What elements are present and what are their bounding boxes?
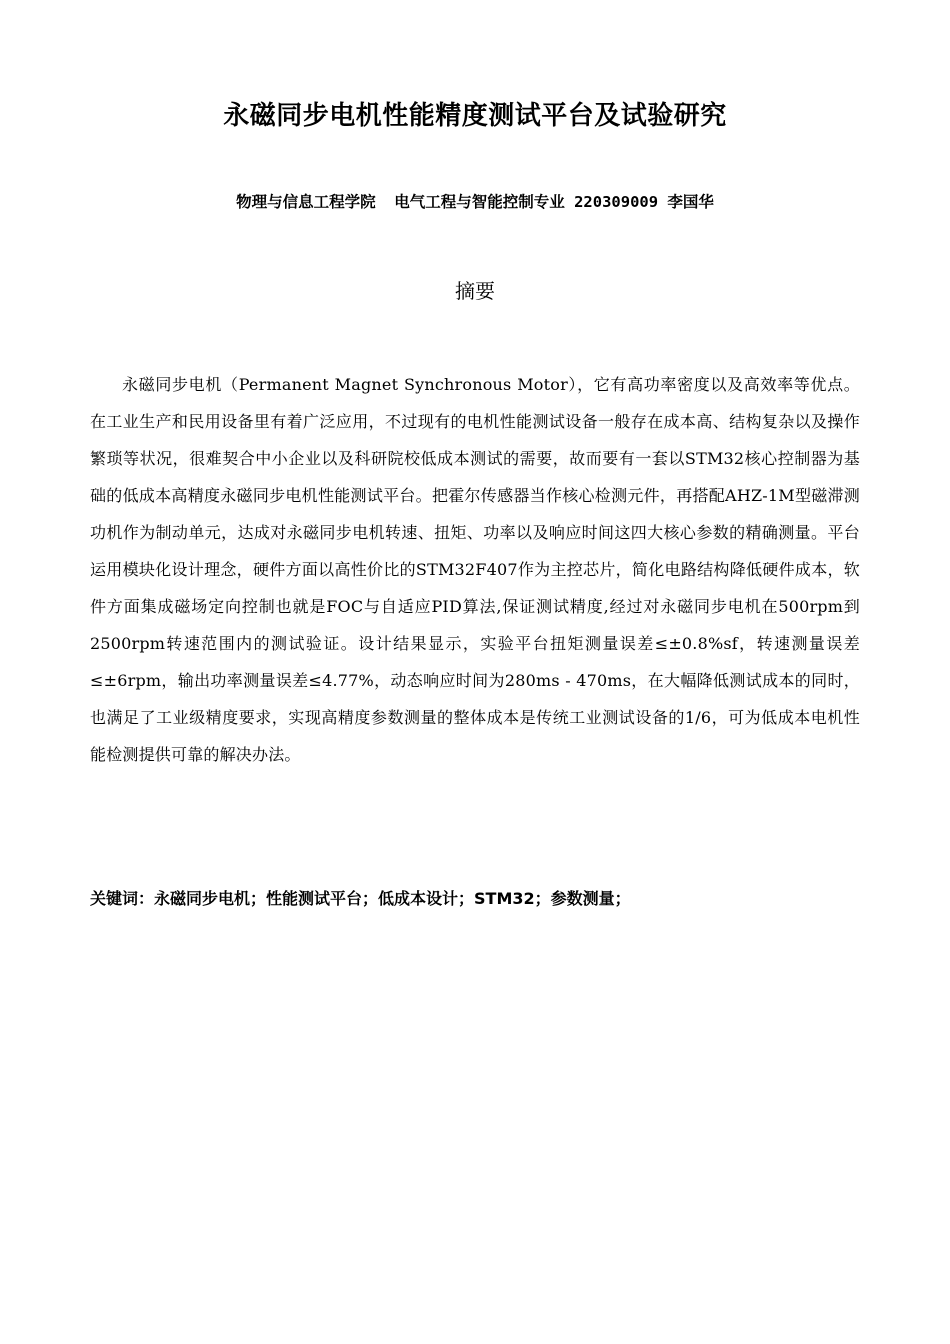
author-line: 物理与信息工程学院 电气工程与智能控制专业 220309009 李国华	[236, 193, 714, 211]
abstract-body: 永磁同步电机（Permanent Magnet Synchronous Motor），它有高功率密度以及高效率等优点。在工业生产和民用设备里有着广泛应用，不过现有的电机性能测试设备一般存在成本高、结构复杂以及操作繁琐等状况，很难契合中小企业以及科研院校低成本测试的需要，故而要有一套以STM32核心控制器为基础的低成本高精度永磁同步电机性能测试平台。把霍尔传感器当作核心检测元件，再搭配AHZ-1M型磁滞测功机作为制动单元，达成对永磁同步电机转速、扭矩、功率以及响应时间这四大核心参数的精确测量。平台运用模块化设计理念，硬件方面以高性价比的STM32F407作为主控芯片，简化电路结构降低硬件成本，软件方面集成磁场定向控制也就是FOC与自适应PID算法,保证测试精度,经过对永磁同步电机在500rpm到2500rpm转速范围内的测试验证。设计结果显示，实验平台扭矩测量误差≤±0.8%sf，转速测量误差≤±6rpm，输出功率测量误差≤4.77%，动态响应时间为280ms - 470ms，在大幅降低测试成本的同时，也满足了工业级精度要求，实现高精度参数测量的整体成本是传统工业测试设备的1/6，可为低成本电机性能检测提供可靠的解决办法。	[90, 375, 860, 764]
abstract-heading: 摘要	[455, 279, 495, 303]
document-title: 永磁同步电机性能精度测试平台及试验研究	[223, 101, 727, 131]
keywords-line: 关键词：永磁同步电机；性能测试平台；低成本设计；STM32；参数测量；	[90, 889, 631, 908]
